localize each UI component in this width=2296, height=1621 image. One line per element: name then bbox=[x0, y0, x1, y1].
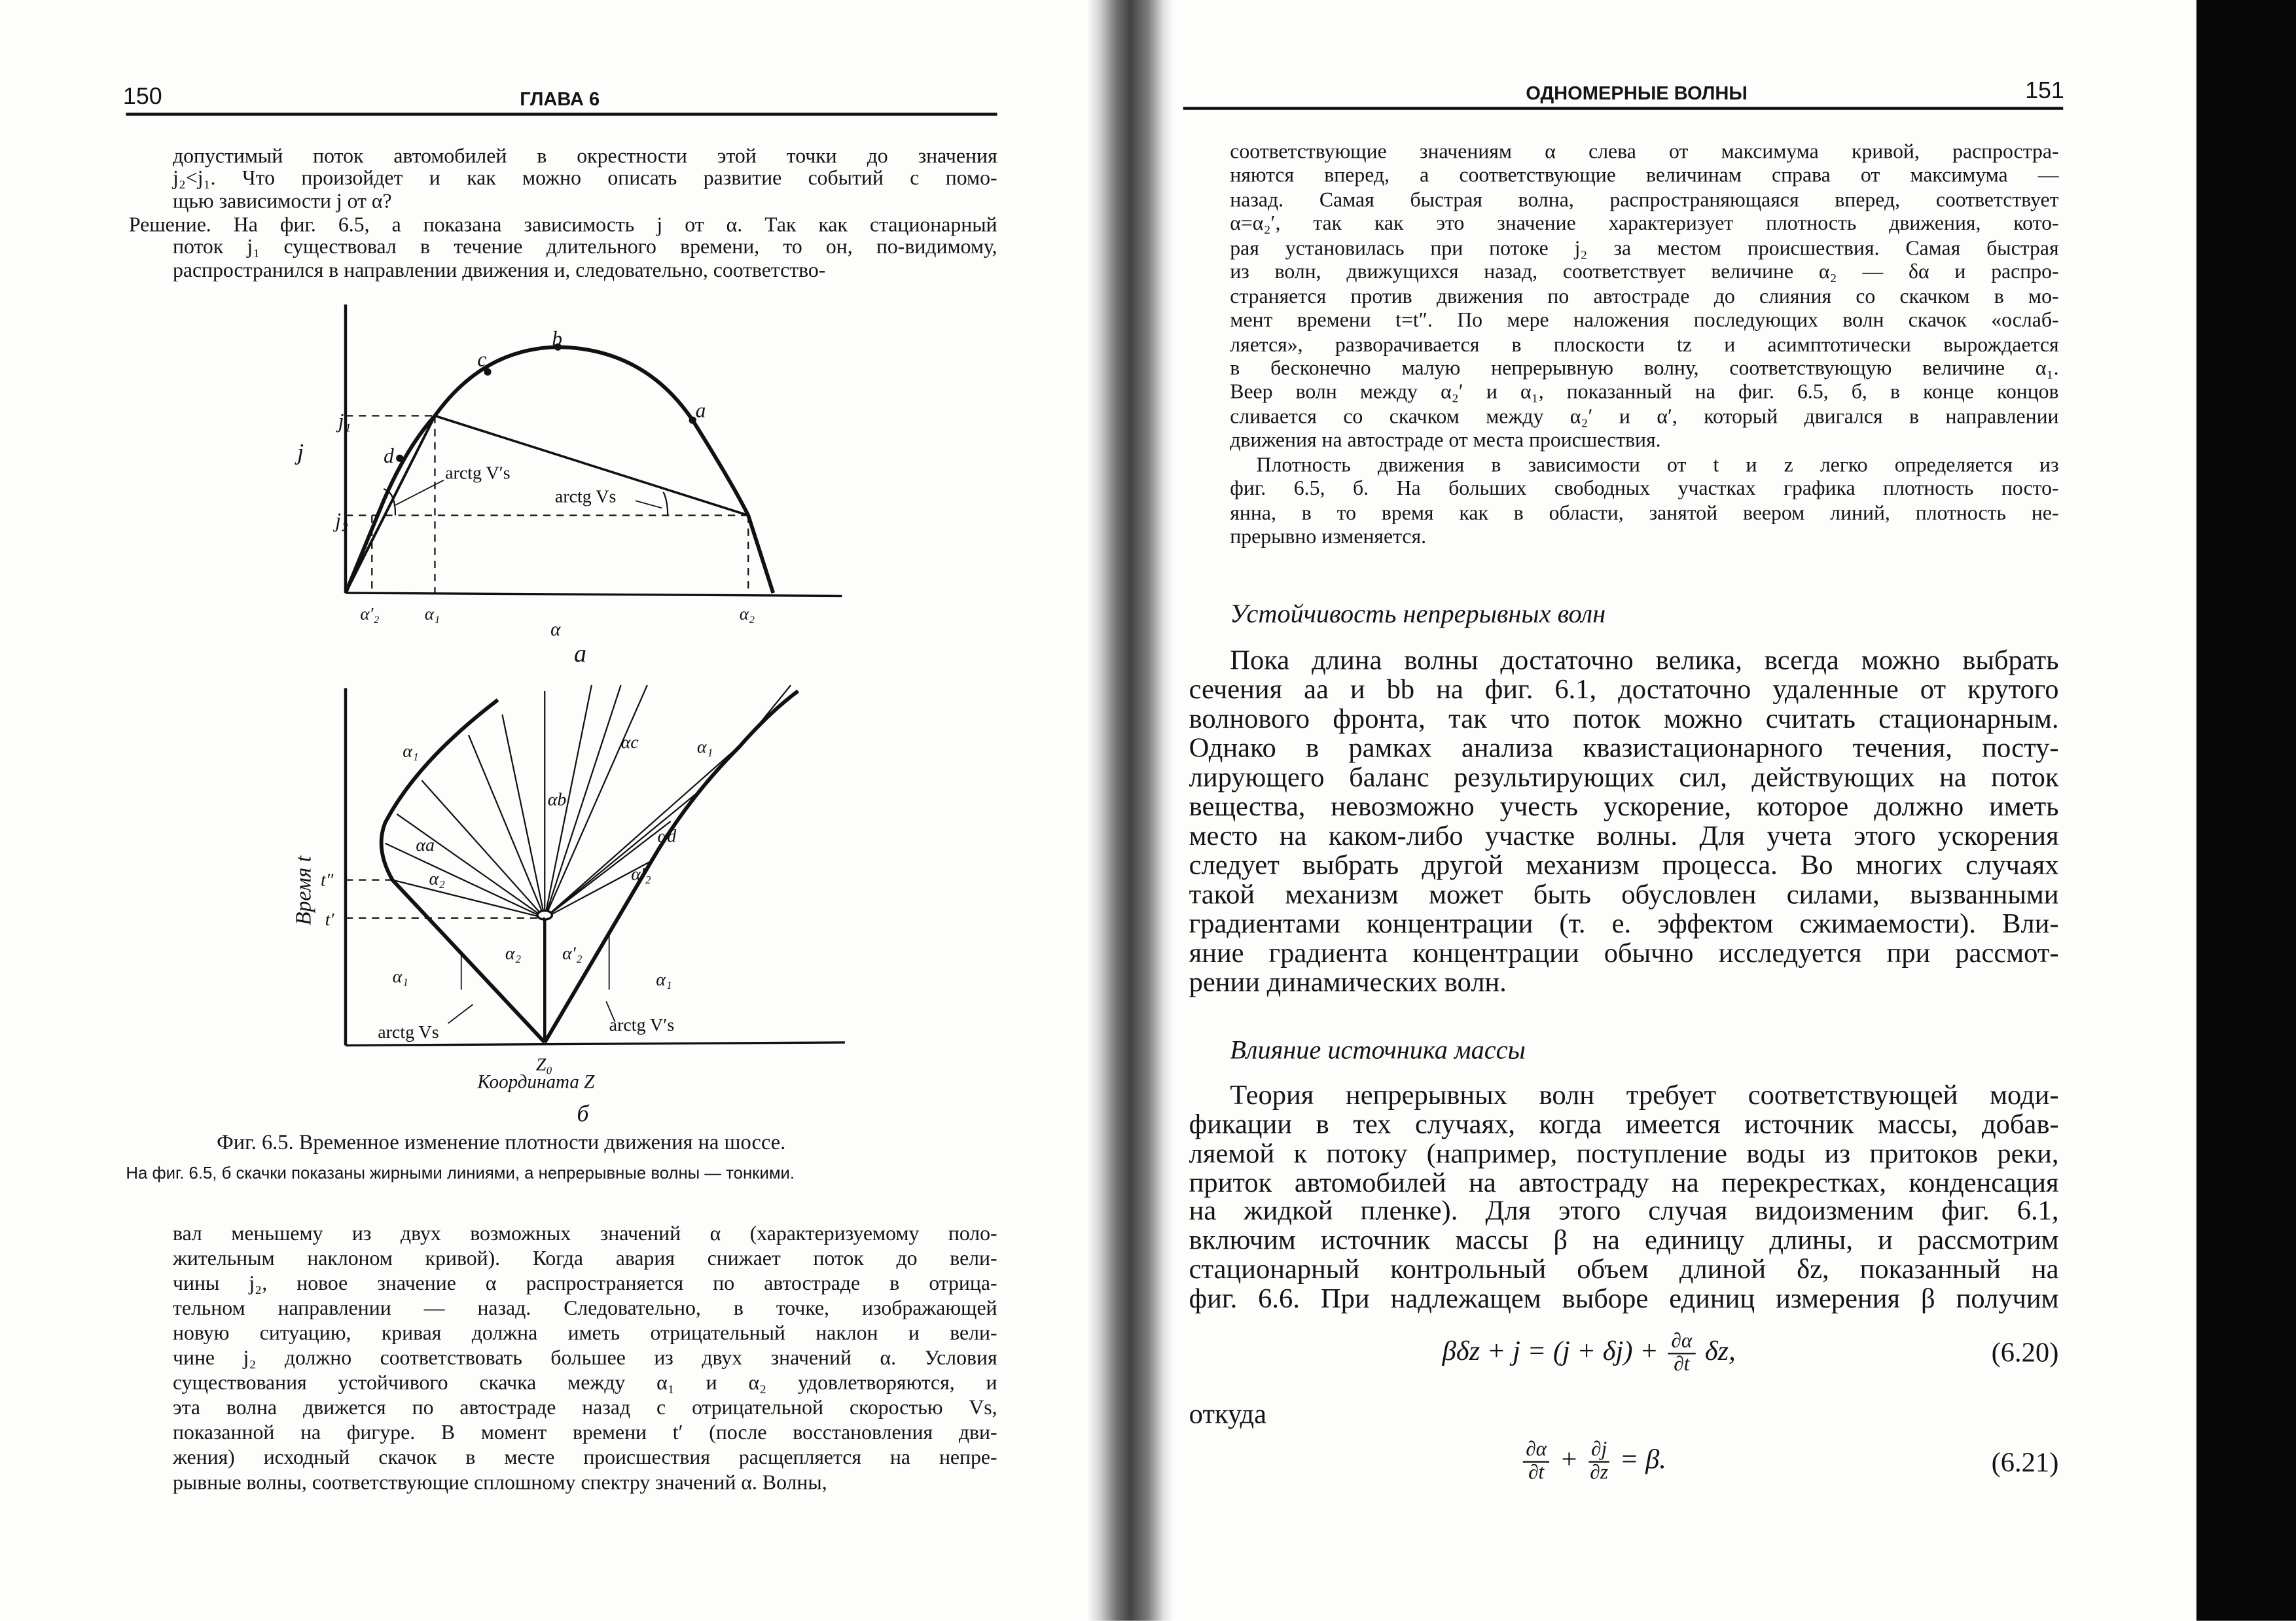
eq620-lhs: βδz + j = (j + δj) + bbox=[1442, 1336, 1659, 1368]
label-j2: j₂ bbox=[335, 508, 348, 532]
label-t2: t″ bbox=[320, 870, 334, 891]
label-alpha-c: αc bbox=[620, 732, 639, 753]
running-head-left: ГЛАВА 6 bbox=[520, 88, 600, 110]
label-arctg-vs: arctg Vs bbox=[378, 1022, 439, 1043]
text-line: в бесконечно малую непрерывную волну, соответствующую величине α₁. bbox=[1230, 357, 2059, 381]
text-line: новую ситуацию, кривая должна иметь отрицательный наклон и вели- bbox=[172, 1322, 997, 1346]
text-line: назад. Самая быстрая волна, распространяющаяся вперед, соответствует bbox=[1230, 188, 2059, 213]
text-line: j₂<j₁. Что произойдет и как можно описать развитие событий с помо- bbox=[172, 167, 997, 191]
x-axis bbox=[346, 593, 842, 596]
label-alpha1-left: α₁ bbox=[403, 741, 419, 762]
text-line: Пока длина волны достаточно велика, всегда можно выбрать bbox=[1230, 645, 2059, 677]
text-line: показанной на фигуре. В момент времени t′ (после восстановления дви- bbox=[172, 1421, 997, 1446]
eq620-tail: δz, bbox=[1704, 1336, 1736, 1368]
point-b: b bbox=[552, 327, 563, 350]
text-line: включим источник массы β на единицу длины, и рассмотрим bbox=[1189, 1226, 2059, 1257]
text-line: существования устойчивого скачка между α₁ и α₂ удовлетворяются, и bbox=[172, 1372, 997, 1396]
header-rule-right bbox=[1183, 107, 2064, 109]
coordinate-axis-label: Координата Z bbox=[477, 1071, 595, 1093]
label-alpha-axis: α bbox=[550, 618, 561, 640]
label-alpha-d: αd bbox=[657, 826, 677, 847]
text-line: сливается со скачком между α₂′ и α′, который двигался в направлении bbox=[1230, 405, 2059, 429]
equation-number-6-20: (6.20) bbox=[1991, 1338, 2059, 1369]
text-line: ляется», разворачивается в плоскости tz и асимптотически вырождается bbox=[1230, 333, 2059, 357]
label-arctg-vs-prime: arctg V′s bbox=[445, 463, 511, 484]
coordinate-axis bbox=[346, 1042, 845, 1045]
equation-6-20 bbox=[1443, 1331, 1736, 1376]
text-line: рении динамических волн. bbox=[1189, 967, 1507, 999]
text-line: допустимый поток автомобилей в окрестности этой точки до значения bbox=[172, 145, 997, 169]
label-z0: Z₀ bbox=[535, 1054, 553, 1075]
text-line: жительным наклоном кривой). Когда авария снижает поток до вели- bbox=[172, 1247, 997, 1271]
text-line: няются вперед, а соответствующие величинам справа от максимума — bbox=[1230, 164, 2059, 188]
eq621-plus: + bbox=[1559, 1444, 1579, 1476]
text-line: градиентами концентрации (т. е. эффектом сжимаемости). Вли- bbox=[1189, 909, 2059, 940]
label-alpha2-fan: α₂ bbox=[429, 868, 445, 889]
text-line: место на каком-либо участке волны. Для учета этого ускорения bbox=[1189, 821, 2059, 853]
text-line: прерывно изменяется. bbox=[1230, 525, 1427, 549]
eq621-numerator-1: ∂α bbox=[1523, 1439, 1550, 1463]
label-alpha1: α₁ bbox=[424, 603, 440, 624]
point-d: d bbox=[384, 444, 394, 467]
label-alpha2p-fan: α′₂ bbox=[631, 864, 651, 885]
label-alpha-b: αb bbox=[547, 789, 567, 810]
flow-density-curve bbox=[346, 347, 773, 593]
text-line: янна, в то время как в области, занятой веером линий, плотность не- bbox=[1230, 501, 2059, 525]
text-line: фиг. 6.5, б. На больших свободных участках графика плотность посто- bbox=[1230, 477, 2059, 501]
text-line: рывные волны, соответствующие сплошному спектру значений α. Волны, bbox=[172, 1471, 827, 1495]
section-heading-mass-source: Влияние источника массы bbox=[1230, 1035, 1526, 1065]
whence-text: откуда bbox=[1189, 1399, 1267, 1431]
text-line: приток автомобилей на автостраду на перекрестках, конденсация bbox=[1189, 1167, 2059, 1199]
text-line: Однако в рамках анализа квазистационарного течения, посту- bbox=[1189, 733, 2059, 764]
text-line: следует выбрать другой механизм процесса. Во многих случаях bbox=[1189, 850, 2059, 882]
label-j1: j₁ bbox=[338, 409, 351, 433]
text-line: ляемой к потоку (например, поступление воды из притоков реки, bbox=[1189, 1138, 2059, 1169]
curve-points bbox=[396, 344, 696, 462]
text-line: фиг. 6.6. При надлежащем выборе единиц измерения β получим bbox=[1189, 1284, 2059, 1315]
label-alpha1-right: α₁ bbox=[696, 736, 713, 757]
text-line: рая установилась при потоке j₂ за местом происшествия. Самая быстрая bbox=[1230, 236, 2059, 260]
text-line: жения) исходный скачок в месте происшествия расщепляется на непре- bbox=[172, 1446, 997, 1470]
eq621-fraction-2 bbox=[1588, 1439, 1610, 1484]
figure-caption-note: На фиг. 6.5, б скачки показаны жирными линиями, а непрерывные волны — тонкими. bbox=[126, 1165, 795, 1183]
figure-b bbox=[346, 685, 845, 1045]
text-line: фикации в тех случаях, когда имеется источник массы, добав- bbox=[1189, 1109, 2059, 1141]
text-line: такой механизм может быть обусловлен силами, вызванными bbox=[1189, 880, 2059, 911]
label-alpha2p: α′₂ bbox=[360, 603, 380, 624]
page-number-left: 150 bbox=[122, 84, 162, 110]
text-line: Веер волн между α₂′ и α₁, показанный на фиг. 6.5, б, в конце концов bbox=[1230, 381, 2059, 405]
text-line: соответствующие значениям α слева от максимума кривой, распростра- bbox=[1230, 140, 2059, 164]
text-line: мент времени t=t″. По мере наложения последующих волн скачок «ослаб- bbox=[1230, 309, 2059, 333]
text-line: волнового фронта, так что поток можно считать стационарным. bbox=[1189, 704, 2059, 736]
text-line: стационарный контрольный объем длиной δz, показанный на bbox=[1189, 1255, 2059, 1286]
text-line: страняется против движения по автостраде до слияния со скачком в мо- bbox=[1230, 285, 2059, 309]
text-line: Плотность движения в зависимости от t и z легко определяется из bbox=[1256, 453, 2059, 477]
figure-b-sublabel: б bbox=[577, 1100, 589, 1127]
text-line: из волн, движущихся назад, соответствует величине α₂ — δα и распро- bbox=[1230, 260, 2059, 285]
figure-a-labels bbox=[295, 327, 755, 668]
text-line: распространился в направлении движения и, следовательно, соответство- bbox=[172, 258, 826, 283]
eq620-numerator: ∂α bbox=[1668, 1331, 1695, 1355]
eq621-rhs: = β. bbox=[1619, 1444, 1666, 1476]
text-line: чине j₂ должно соответствовать большее из двух значений α. Условия bbox=[172, 1347, 997, 1371]
section-heading-stability: Устойчивость непрерывных волн bbox=[1230, 599, 1606, 628]
text-line: Теория непрерывных волн требует соответствующей моди- bbox=[1230, 1080, 2059, 1112]
label-alpha2-low: α₂ bbox=[505, 943, 522, 964]
text-line: тельном направлении — назад. Следовательно, в точке, изображающей bbox=[172, 1297, 997, 1321]
figure-b-labels bbox=[291, 732, 713, 1126]
point-a: a bbox=[695, 399, 706, 422]
tangent-line bbox=[346, 416, 435, 593]
text-line: вал меньшему из двух возможных значений α (характеризуемому поло- bbox=[172, 1222, 997, 1246]
text-line: поток j₁ существовал в течение длительного времени, то он, по-видимому, bbox=[172, 236, 997, 260]
text-line: лирующего баланс результирующих сил, действующих на поток bbox=[1189, 762, 2059, 794]
eq621-denominator-2: ∂z bbox=[1590, 1463, 1608, 1485]
text-line: эта волна движется по автостраде назад с отрицательной скоростью Vs, bbox=[172, 1397, 997, 1421]
eq620-denominator: ∂t bbox=[1674, 1354, 1690, 1377]
text-line: чины j₂, новое значение α распространяется по автостраде в отрица- bbox=[172, 1272, 997, 1296]
text-line: Решение. На фиг. 6.5, a показана зависимость j от α. Так как стационарный bbox=[128, 213, 997, 238]
figure-a bbox=[346, 304, 842, 596]
time-axis-label: Время t bbox=[291, 855, 316, 925]
guide-lines bbox=[346, 416, 748, 593]
label-arctg-vs: arctg Vs bbox=[554, 486, 617, 507]
page-number-right: 151 bbox=[2025, 79, 2064, 104]
label-alpha-a: αa bbox=[416, 834, 435, 855]
running-head-right: ОДНОМЕРНЫЕ ВОЛНЫ bbox=[1526, 82, 1748, 104]
label-j: j bbox=[297, 438, 304, 465]
eq621-denominator-1: ∂t bbox=[1528, 1463, 1545, 1485]
text-line: движения на автостраде от места происшествия. bbox=[1230, 429, 1661, 453]
label-alpha2p-low: α′₂ bbox=[562, 943, 583, 964]
text-line: яние градиента концентрации обычно исследуется при рассмот- bbox=[1189, 938, 2059, 970]
text-line: α=α₂′, так как это значение характеризует плотность движения, кото- bbox=[1230, 213, 2059, 236]
text-line: на жидкой пленке). Для этого случая видоизменим фиг. 6.1, bbox=[1189, 1196, 2059, 1228]
figure-caption: Фиг. 6.5. Временное изменение плотности движения на шоссе. bbox=[217, 1131, 786, 1156]
equation-number-6-21: (6.21) bbox=[1991, 1448, 2059, 1479]
text-line: вещества, невозможно учесть ускорение, которое должно иметь bbox=[1189, 792, 2059, 823]
equation-6-21 bbox=[1520, 1439, 1666, 1484]
label-t1: t′ bbox=[325, 909, 334, 930]
label-alpha1-bottom-left: α₁ bbox=[392, 967, 408, 988]
text-line: щью зависимости j от α? bbox=[172, 190, 392, 214]
point-c: c bbox=[477, 347, 487, 371]
text-line: сечения aa и bb на фиг. 6.1, достаточно удаленные от крутого bbox=[1189, 675, 2059, 706]
label-arctg-vs-prime: arctg V′s bbox=[609, 1015, 675, 1036]
label-alpha1-bottom-right: α₁ bbox=[656, 969, 672, 990]
eq620-fraction bbox=[1668, 1331, 1695, 1376]
figure-a-sublabel: a bbox=[573, 640, 587, 668]
label-alpha2: α₂ bbox=[739, 603, 755, 624]
eq621-numerator-2: ∂j bbox=[1588, 1439, 1610, 1463]
eq621-fraction-1 bbox=[1523, 1439, 1550, 1484]
